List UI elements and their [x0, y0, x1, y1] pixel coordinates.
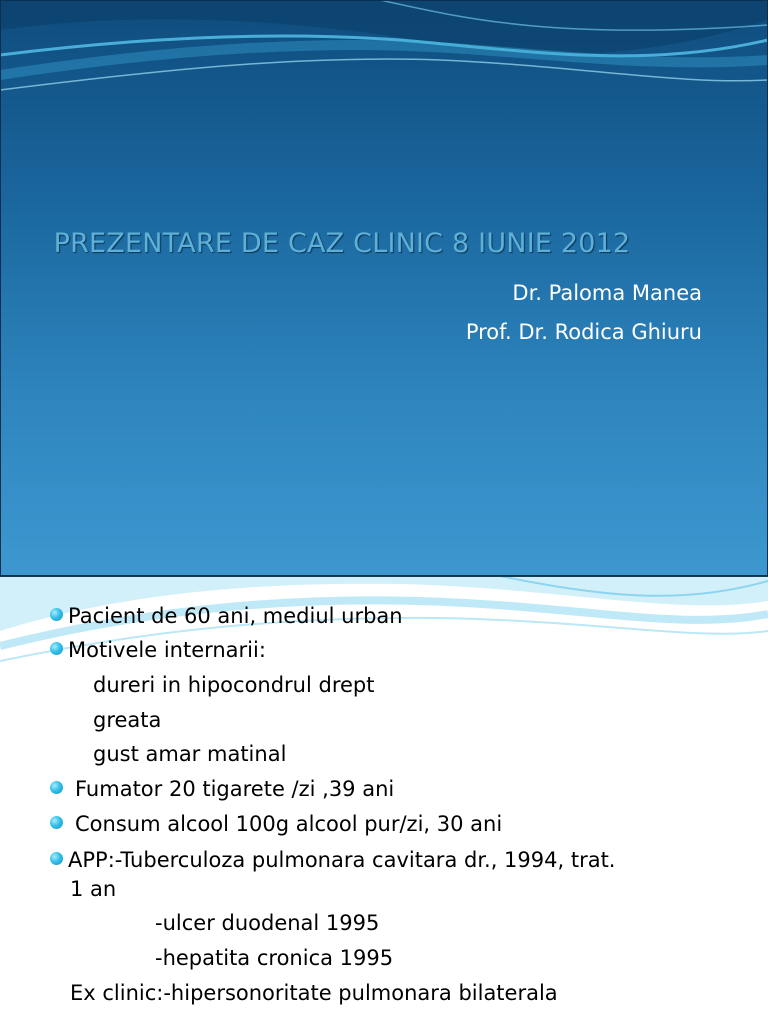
list-item: -hepatita cronica 1995: [155, 946, 394, 970]
content-slide: [0, 576, 768, 1024]
bullet-icon: [50, 642, 63, 655]
bullet-icon: [50, 781, 63, 794]
list-item: APP:-Tuberculoza pulmonara cavitara dr., 1994, trat.: [68, 848, 616, 872]
list-item: Ex clinic:-hipersonoritate pulmonara bilaterala: [70, 981, 558, 1005]
list-item: dureri in hipocondrul drept: [93, 673, 375, 697]
list-item: -ulcer duodenal 1995: [155, 911, 380, 935]
decorative-waves: [0, 0, 768, 110]
list-item: gust amar matinal: [93, 742, 287, 766]
bullet-icon: [50, 852, 63, 865]
list-item: Consum alcool 100g alcool pur/zi, 30 ani: [75, 812, 503, 836]
list-item: 1 an: [70, 877, 117, 901]
list-item: Motivele internarii:: [68, 638, 266, 662]
list-item: greata: [93, 708, 162, 732]
list-item: Pacient de 60 ani, mediul urban: [68, 604, 403, 628]
author-name: Prof. Dr. Rodica Ghiuru: [465, 320, 702, 344]
slide-separator: [0, 576, 768, 577]
bullet-icon: [50, 608, 63, 621]
list-item: Fumator 20 tigarete /zi ,39 ani: [75, 777, 395, 801]
bullet-icon: [50, 816, 63, 829]
author-name: Dr. Paloma Manea: [512, 281, 702, 305]
slide-title: PREZENTARE DE CAZ CLINIC 8 IUNIE 2012: [53, 228, 631, 259]
